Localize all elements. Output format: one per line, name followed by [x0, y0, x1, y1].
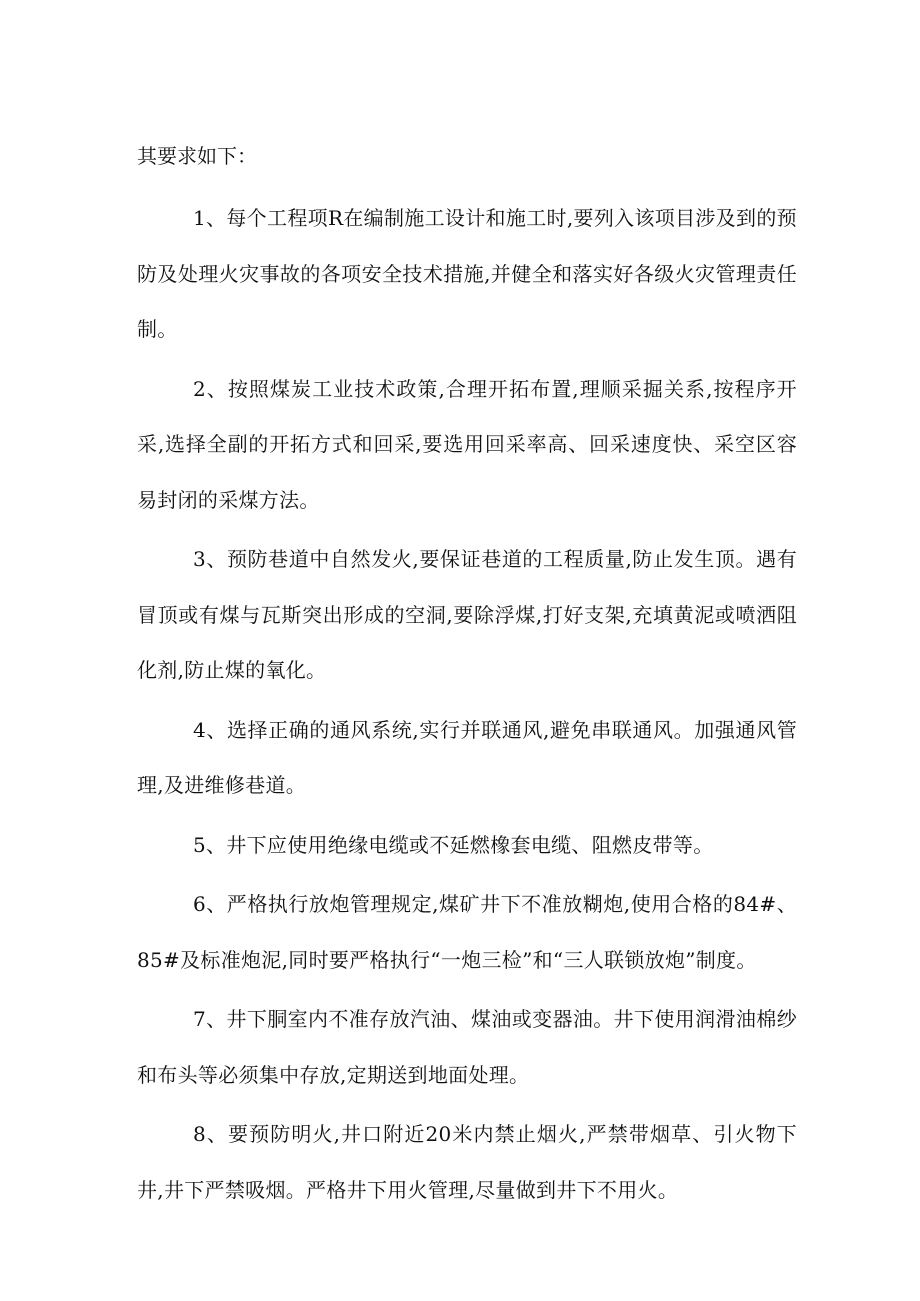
- intro-line: 其要求如下：: [137, 144, 257, 168]
- requirement-item-7: 7、井下胴室内不准存放汽油、煤油或变器油。井下使用润滑油棉纱和布头等必须集中存放,定期送到地面处理。: [137, 1007, 797, 1087]
- document-body: [137, 134, 797, 1218]
- requirement-item-3: 3、预防巷道中自然发火,要保证巷道的工程质量,防止发生顶。遇有冒顶或有煤与瓦斯突出形成的空洞,要除浮煤,打好支架,充填黄泥或喷洒阻化剂,防止煤的氧化。: [137, 547, 797, 682]
- requirement-item-8: 8、要预防明火,井口附近20米内禁止烟火,严禁带烟草、引火物下井,井下严禁吸烟。严格井下用火管理,尽量做到井下不用火。: [137, 1122, 797, 1202]
- requirement-item-5: 5、井下应使用绝缘电缆或不延燃橡套电缆、阻燃皮带等。: [193, 832, 714, 857]
- requirement-item-4: 4、选择正确的通风系统,实行并联通风,避免串联通风。加强通风管理,及进维修巷道。: [137, 717, 797, 797]
- requirement-item-1: 1、每个工程项R在编制施工设计和施工时,要列入该项目涉及到的预防及处理火灾事故的各项安全技术措施,并健全和落实好各级火灾管理责任制。: [137, 206, 797, 341]
- requirement-item-6: 6、严格执行放炮管理规定,煤矿井下不准放糊炮,使用合格的84#、85#及标准炮泥,同时要严格执行“一炮三检”和“三人联锁放炮”制度。: [137, 892, 797, 972]
- requirement-item-2: 2、按照煤炭工业技术政策,合理开拓布置,理顺采掘关系,按程序开采,选择全副的开拓方式和回采,要选用回采率高、回采速度快、采空区容易封闭的采煤方法。: [137, 376, 797, 512]
